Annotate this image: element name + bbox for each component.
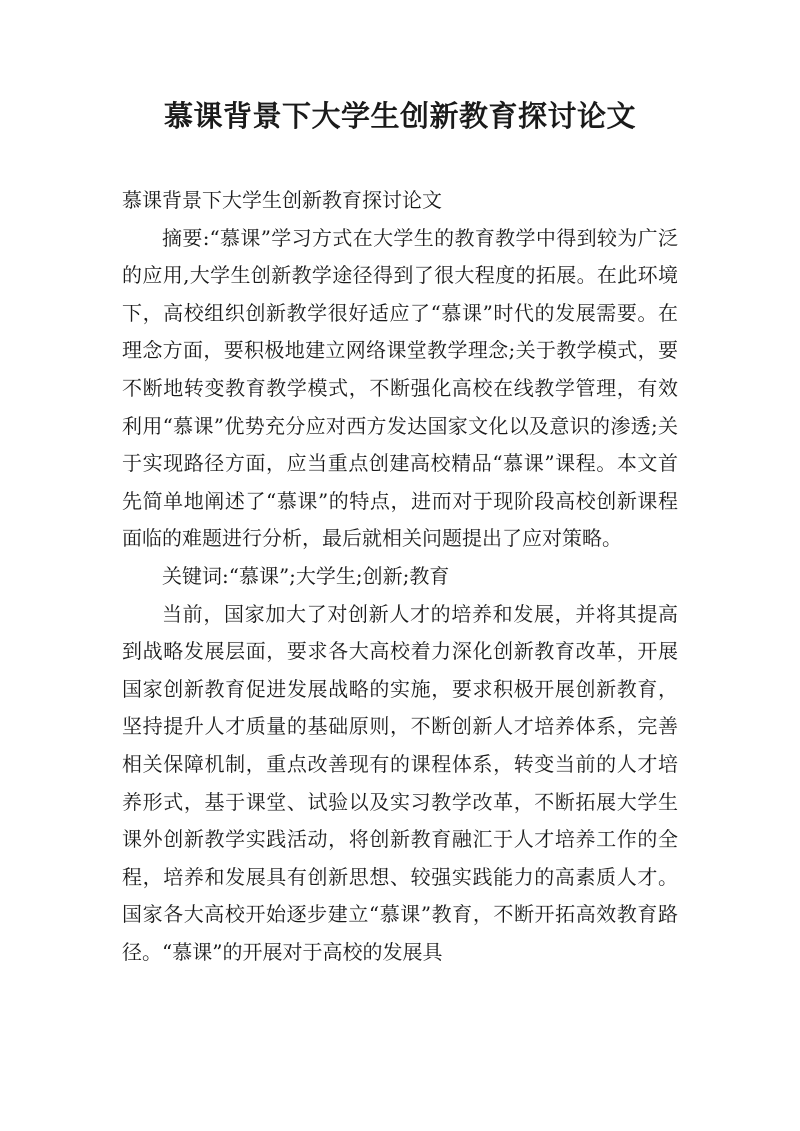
paragraph-keywords: 关键词:“慕课”;大学生;创新;教育 [162, 563, 450, 588]
paragraph-intro: 当前，国家加大了对创新人才的培养和发展，并将其提高到战略发展层面，要求各大高校着力深化创新教育改革，开展国家创新教育促进发展战略的实施，要求积极开展创新教育，坚持提升人才质量的基础原则，不断创新人才培养体系，完善相关保障机制，重点改善现有的课程体系，转变当前的人才培养形式，基于课堂、试验以及实习教学改革，不断拓展大学生课外创新教学实践活动，将创新教育融汇于人才培养工作的全程，培养和发展具有创新思想、较强实践能力的高素质人才。国家各大高校开始逐步建立“慕课”教育，不断开拓高效教育路径。“慕课”的开展对于高校的发展具 [122, 601, 678, 964]
document-body [122, 182, 678, 971]
document-title: 慕课背景下大学生创新教育探讨论文 [163, 99, 636, 133]
paragraph-abstract: 摘要:“慕课”学习方式在大学生的教育教学中得到较为广泛的应用,大学生创新教学途径得到了很大程度的拓展。在此环境下，高校组织创新教学很好适应了“慕课”时代的发展需要。在理念方面，要积极地建立网络课堂教学理念;关于教学模式，要不断地转变教育教学模式，不断强化高校在线教学管理，有效利用“慕课”优势充分应对西方发达国家文化以及意识的渗透;关于实现路径方面，应当重点创建高校精品“慕课”课程。本文首先简单地阐述了“慕课”的特点，进而对于现阶段高校创新课程面临的难题进行分析，最后就相关问题提出了应对策略。 [122, 225, 678, 551]
paragraph-subtitle: 慕课背景下大学生创新教育探讨论文 [122, 188, 442, 212]
